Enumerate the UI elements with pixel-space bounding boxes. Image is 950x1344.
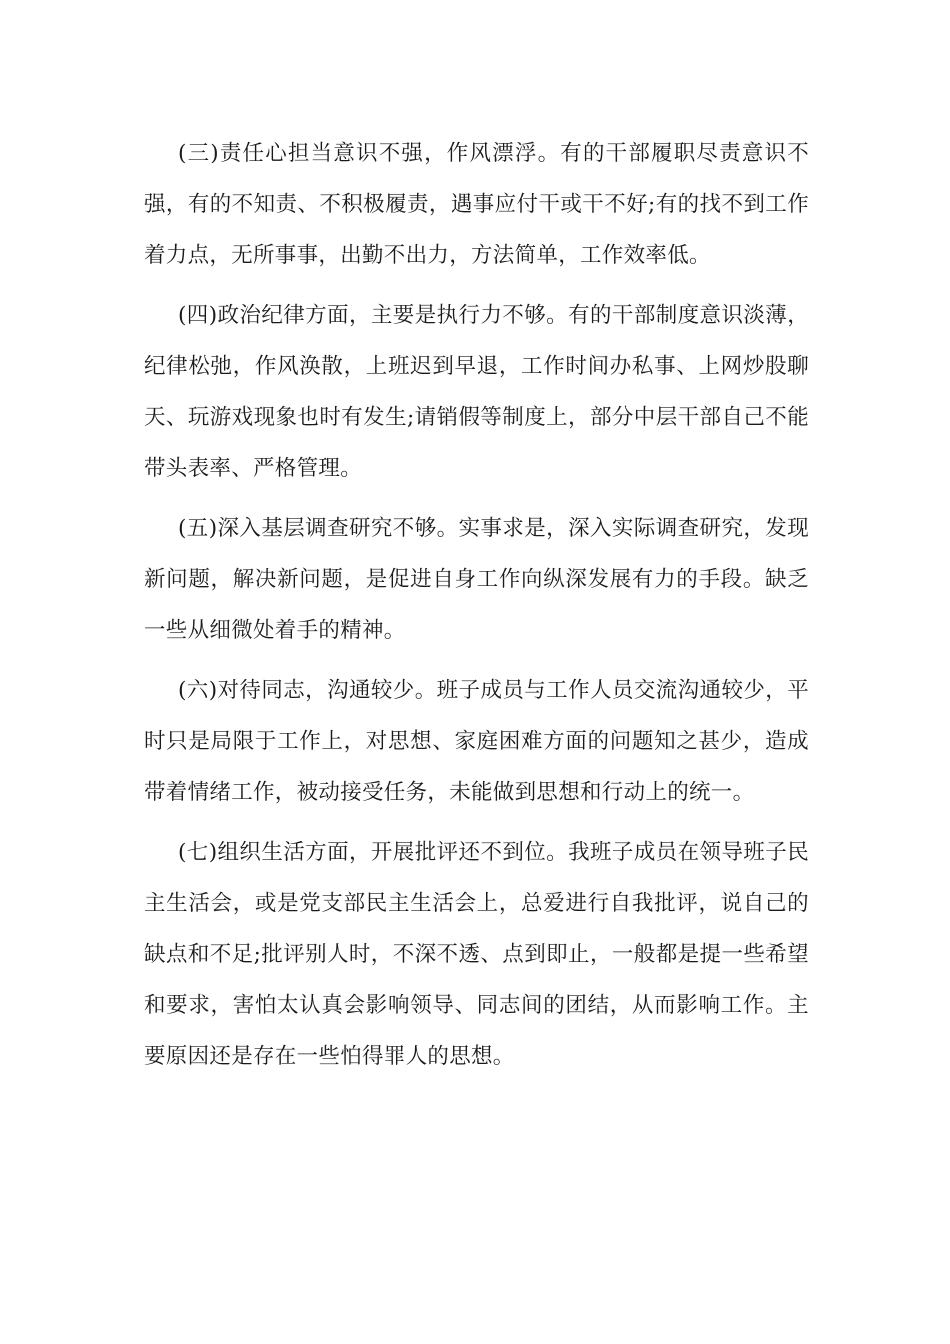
paragraph-7: (七)组织生活方面，开展批评还不到位。我班子成员在领导班子民主生活会，或是党支部民主生活会上，总爱进行自我批评，说自己的缺点和不足;批评别人时，不深不透、点到即止，一般都是提一些希望和要求，害怕太认真会影响领导、同志间的团结，从而影响工作。主要原因还是存在一些怕得罪人的思想。 (144, 840, 809, 1069)
paragraph-4: (四)政治纪律方面，主要是执行力不够。有的干部制度意识淡薄，纪律松弛，作风涣散，上班迟到早退，工作时间办私事、上网炒股聊天、玩游戏现象也时有发生;请销假等制度上，部分中层干部自己不能带头表率、严格管理。 (144, 303, 809, 481)
paragraph-3: (三)责任心担当意识不强，作风漂浮。有的干部履职尽责意识不强，有的不知责、不积极履责，遇事应付干或干不好;有的找不到工作着力点，无所事事，出勤不出力，方法简单，工作效率低。 (144, 141, 809, 268)
paragraph-5: (五)深入基层调查研究不够。实事求是，深入实际调查研究，发现新问题，解决新问题，是促进自身工作向纵深发展有力的手段。缺乏一些从细微处着手的精神。 (144, 516, 809, 643)
paragraph-6: (六)对待同志，沟通较少。班子成员与工作人员交流沟通较少，平时只是局限于工作上，对思想、家庭困难方面的问题知之甚少，造成带着情绪工作，被动接受任务，未能做到思想和行动上的统一。 (144, 678, 809, 805)
document-body (144, 128, 809, 1091)
